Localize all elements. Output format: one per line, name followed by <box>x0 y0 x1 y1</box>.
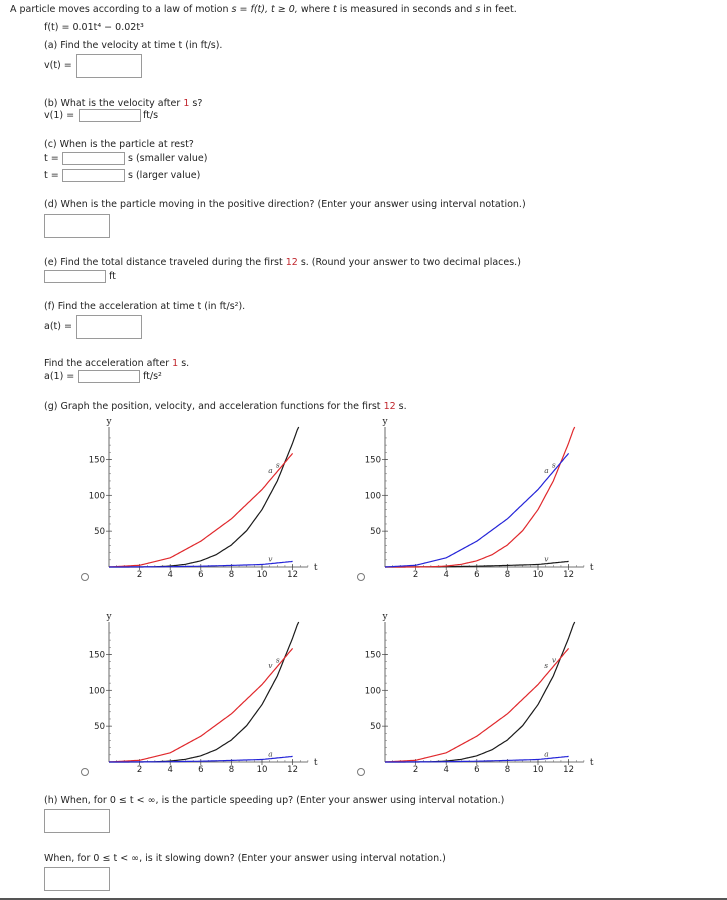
part-f-prompt: (f) Find the acceleration at time t (in ft/s²). <box>44 301 246 312</box>
graph-option-4 <box>362 607 612 779</box>
x-tick-label: 12 <box>287 570 299 580</box>
series-label: s <box>551 460 556 470</box>
series-curve-v <box>109 648 293 762</box>
series-label: v <box>268 661 273 671</box>
x-axis-label: t <box>589 563 594 573</box>
x-tick-label: 12 <box>287 765 299 775</box>
x-axis-label: t <box>589 758 594 768</box>
x-tick-label: 2 <box>412 765 419 775</box>
part-f-sub-unit: ft/s² <box>143 371 162 382</box>
series-label: v <box>544 554 549 564</box>
y-tick-label: 150 <box>364 455 381 466</box>
y-tick-label: 50 <box>370 722 381 733</box>
intro-text-2: where <box>297 4 334 15</box>
y-tick-label: 150 <box>88 650 105 661</box>
part-a-prompt: (a) Find the velocity at time t (in ft/s). <box>44 40 223 51</box>
x-tick-label: 4 <box>443 765 449 775</box>
part-f-sub-end: s. <box>178 358 190 369</box>
part-e-prompt <box>44 257 521 268</box>
y-axis-label: y <box>382 612 388 622</box>
series-label: a <box>268 749 273 759</box>
series-label: a <box>544 466 549 476</box>
series-label: s <box>544 661 549 671</box>
part-b-prompt <box>44 98 202 109</box>
part-e-prompt-text: (e) Find the total distance traveled during the first <box>44 257 286 268</box>
intro-var-s: s <box>475 4 481 15</box>
y-axis-label: y <box>106 417 112 427</box>
series-curve-s <box>109 427 299 567</box>
graph-option-1 <box>86 412 336 584</box>
x-tick-label: 6 <box>474 765 480 775</box>
y-tick-label: 100 <box>88 686 105 697</box>
part-e-prompt-end: s. (Round your answer to two decimal places.) <box>297 257 521 268</box>
x-tick-label: 2 <box>412 570 419 580</box>
slowing-down-interval-input[interactable] <box>44 867 110 891</box>
x-tick-label: 10 <box>256 570 268 580</box>
part-b-prompt-text: (b) What is the velocity after <box>44 98 184 109</box>
series-label: a <box>544 749 549 759</box>
part-b-number: 1 <box>183 98 190 109</box>
series-curve-a <box>109 453 293 567</box>
y-tick-label: 50 <box>370 527 381 538</box>
intro-var-t: t <box>333 4 337 15</box>
series-label: v <box>551 655 557 665</box>
function-definition: f(t) = 0.01t⁴ − 0.02t³ <box>44 22 144 33</box>
series-curve-v <box>385 622 575 762</box>
y-tick-label: 50 <box>94 527 105 538</box>
series-curve-s <box>109 622 299 762</box>
x-tick-label: 6 <box>198 570 204 580</box>
part-a-label: v(t) = <box>44 60 72 71</box>
y-tick-label: 150 <box>364 650 381 661</box>
velocity-answer-input[interactable] <box>76 54 142 78</box>
series-label: a <box>268 466 273 476</box>
part-f-sub-label: a(1) = <box>44 371 75 382</box>
series-label: s <box>275 460 280 470</box>
y-tick-label: 100 <box>88 491 105 502</box>
y-tick-label: 150 <box>88 455 105 466</box>
part-h-prompt-1: (h) When, for 0 ≤ t < ∞, is the particle speeding up? (Enter your answer using interval notation.) <box>44 795 505 806</box>
x-axis-label: t <box>313 563 318 573</box>
part-c-row1-label: t = <box>44 153 59 164</box>
x-tick-label: 4 <box>167 765 173 775</box>
part-g-number: 12 <box>383 401 396 412</box>
series-label: s <box>275 655 280 665</box>
x-tick-label: 2 <box>136 765 143 775</box>
part-c-row1-suffix: s (smaller value) <box>128 153 208 164</box>
x-tick-label: 8 <box>504 765 511 775</box>
x-tick-label: 12 <box>563 765 575 775</box>
rest-time-larger-input[interactable] <box>62 169 125 182</box>
acceleration-answer-input[interactable] <box>76 315 142 339</box>
intro-law: s = f(t), t ≥ 0, <box>231 4 298 15</box>
x-tick-label: 12 <box>563 570 575 580</box>
x-axis-label: t <box>313 758 318 768</box>
series-curve-a <box>385 453 569 567</box>
positive-direction-interval-input[interactable] <box>44 214 110 238</box>
y-tick-label: 100 <box>364 686 381 697</box>
part-e-unit: ft <box>109 271 116 282</box>
x-tick-label: 4 <box>167 570 173 580</box>
y-tick-label: 100 <box>364 491 381 502</box>
series-curve-s <box>385 427 575 567</box>
part-e-number: 12 <box>285 257 298 268</box>
graph-option-3 <box>86 607 336 779</box>
y-axis-label: y <box>382 417 388 427</box>
part-c-row2-suffix: s (larger value) <box>128 170 201 181</box>
x-tick-label: 10 <box>256 765 268 775</box>
total-distance-input[interactable] <box>44 270 106 283</box>
part-g-prompt <box>44 401 407 412</box>
series-label: v <box>268 554 273 564</box>
x-tick-label: 10 <box>532 765 544 775</box>
part-c-prompt: (c) When is the particle at rest? <box>44 139 194 150</box>
problem-statement <box>10 4 517 15</box>
x-tick-label: 6 <box>198 765 204 775</box>
part-f-label: a(t) = <box>44 321 72 332</box>
x-tick-label: 8 <box>504 570 511 580</box>
intro-text-4: in feet. <box>480 4 517 15</box>
velocity-at-1-input[interactable] <box>79 109 141 122</box>
y-tick-label: 50 <box>94 722 105 733</box>
part-g-prompt-end: s. <box>395 401 407 412</box>
series-curve-s <box>385 648 569 762</box>
part-b-prompt-end: s? <box>189 98 203 109</box>
part-b-unit: ft/s <box>143 110 159 121</box>
part-c-row2-label: t = <box>44 170 59 181</box>
x-tick-label: 8 <box>228 765 235 775</box>
x-tick-label: 6 <box>474 570 480 580</box>
part-f-sub-number: 1 <box>172 358 179 369</box>
x-tick-label: 10 <box>532 570 544 580</box>
speeding-up-interval-input[interactable] <box>44 809 110 833</box>
part-f-sub-text: Find the acceleration after <box>44 358 173 369</box>
graph-option-2 <box>362 412 612 584</box>
intro-text-3: is measured in seconds and <box>336 4 476 15</box>
intro-text: A particle moves according to a law of motion <box>10 4 232 15</box>
part-f-sub-prompt <box>44 358 189 369</box>
part-b-label: v(1) = <box>44 110 75 121</box>
x-tick-label: 4 <box>443 570 449 580</box>
y-axis-label: y <box>106 612 112 622</box>
rest-time-smaller-input[interactable] <box>62 152 125 165</box>
acceleration-at-1-input[interactable] <box>78 370 140 383</box>
x-tick-label: 2 <box>136 570 143 580</box>
x-tick-label: 8 <box>228 570 235 580</box>
part-g-prompt-text: (g) Graph the position, velocity, and acceleration functions for the first <box>44 401 384 412</box>
part-d-prompt: (d) When is the particle moving in the positive direction? (Enter your answer using interval notation.) <box>44 199 526 210</box>
part-h-prompt-2: When, for 0 ≤ t < ∞, is it slowing down? (Enter your answer using interval notation.) <box>44 853 446 864</box>
